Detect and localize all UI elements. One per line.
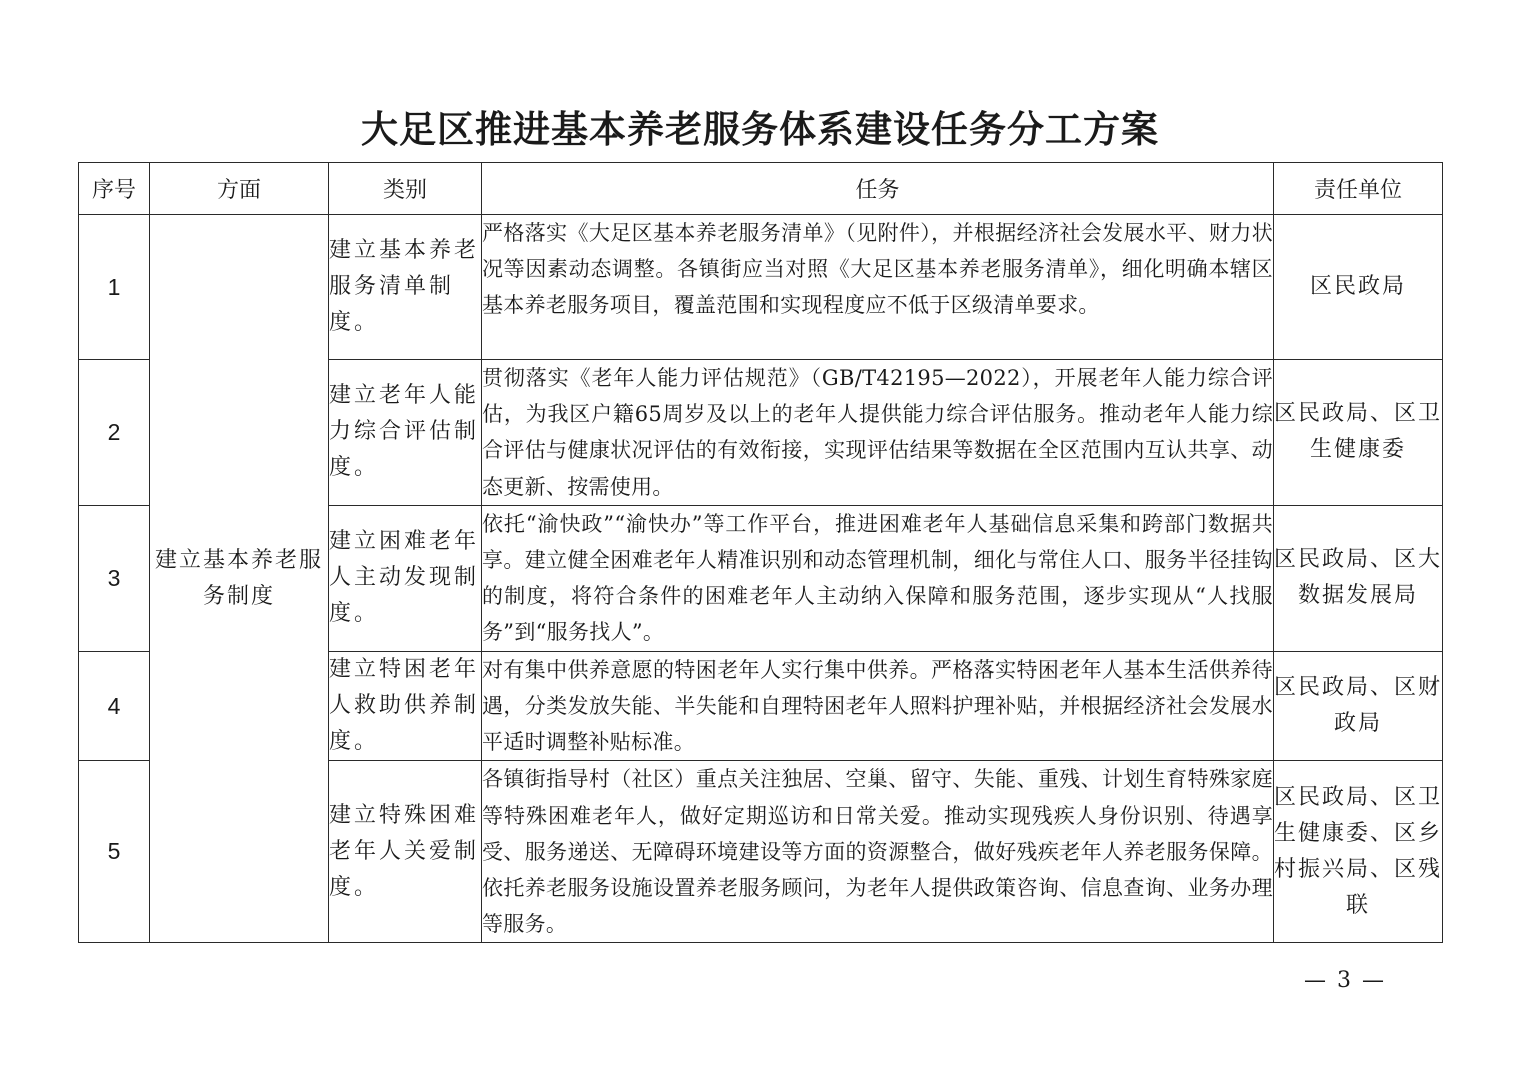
- row-num: 4: [79, 651, 150, 761]
- task-table: [78, 162, 1443, 943]
- unit-cell: 区民政局、区卫生健康委: [1274, 360, 1443, 506]
- row-num: 1: [79, 215, 150, 360]
- page-number: — 3 —: [1304, 968, 1386, 993]
- table-row: [79, 215, 1443, 360]
- unit-cell: 区民政局、区大数据发展局: [1274, 505, 1443, 651]
- header-task: 任务: [482, 163, 1274, 215]
- unit-cell: 区民政局: [1274, 215, 1443, 360]
- header-aspect: 方面: [150, 163, 329, 215]
- category-cell: 建立老年人能力综合评估制度。: [329, 360, 482, 506]
- unit-cell: 区民政局、区财政局: [1274, 651, 1443, 761]
- header-unit: 责任单位: [1274, 163, 1443, 215]
- category-cell: 建立特殊困难老年人关爱制度。: [329, 761, 482, 943]
- task-cell: 各镇街指导村（社区）重点关注独居、空巢、留守、失能、重残、计划生育特殊家庭等特殊困难老年人，做好定期巡访和日常关爱。推动实现残疾人身份识别、待遇享受、服务递送、无障碍环境建设等方面的资源整合，做好残疾老年人养老服务保障。依托养老服务设施设置养老服务顾问，为老年人提供政策咨询、信息查询、业务办理等服务。: [482, 761, 1274, 943]
- aspect-cell: 建立基本养老服务制度: [150, 215, 329, 943]
- task-cell: 严格落实《大足区基本养老服务清单》（见附件），并根据经济社会发展水平、财力状况等因素动态调整。各镇街应当对照《大足区基本养老服务清单》，细化明确本辖区基本养老服务项目，覆盖范围和实现程度应不低于区级清单要求。: [482, 215, 1274, 360]
- table-header-row: [79, 163, 1443, 215]
- category-cell: 建立基本养老服务清单制度。: [329, 215, 482, 360]
- task-cell: 贯彻落实《老年人能力评估规范》（GB/T42195—2022），开展老年人能力综合评估，为我区户籍65周岁及以上的老年人提供能力综合评估服务。推动老年人能力综合评估与健康状况评估的有效衔接，实现评估结果等数据在全区范围内互认共享、动态更新、按需使用。: [482, 360, 1274, 506]
- row-num: 5: [79, 761, 150, 943]
- header-category: 类别: [329, 163, 482, 215]
- category-cell: 建立困难老年人主动发现制度。: [329, 505, 482, 651]
- row-num: 3: [79, 505, 150, 651]
- task-cell: 对有集中供养意愿的特困老年人实行集中供养。严格落实特困老年人基本生活供养待遇，分类发放失能、半失能和自理特困老年人照料护理补贴，并根据经济社会发展水平适时调整补贴标准。: [482, 651, 1274, 761]
- page-title: 大足区推进基本养老服务体系建设任务分工方案: [361, 108, 1159, 151]
- task-cell: 依托“渝快政”“渝快办”等工作平台，推进困难老年人基础信息采集和跨部门数据共享。建立健全困难老年人精准识别和动态管理机制，细化与常住人口、服务半径挂钩的制度，将符合条件的困难老年人主动纳入保障和服务范围，逐步实现从“人找服务”到“服务找人”。: [482, 505, 1274, 651]
- category-cell: 建立特困老年人救助供养制度。: [329, 651, 482, 761]
- header-num: 序号: [79, 163, 150, 215]
- row-num: 2: [79, 360, 150, 506]
- unit-cell: 区民政局、区卫生健康委、区乡村振兴局、区残联: [1274, 761, 1443, 943]
